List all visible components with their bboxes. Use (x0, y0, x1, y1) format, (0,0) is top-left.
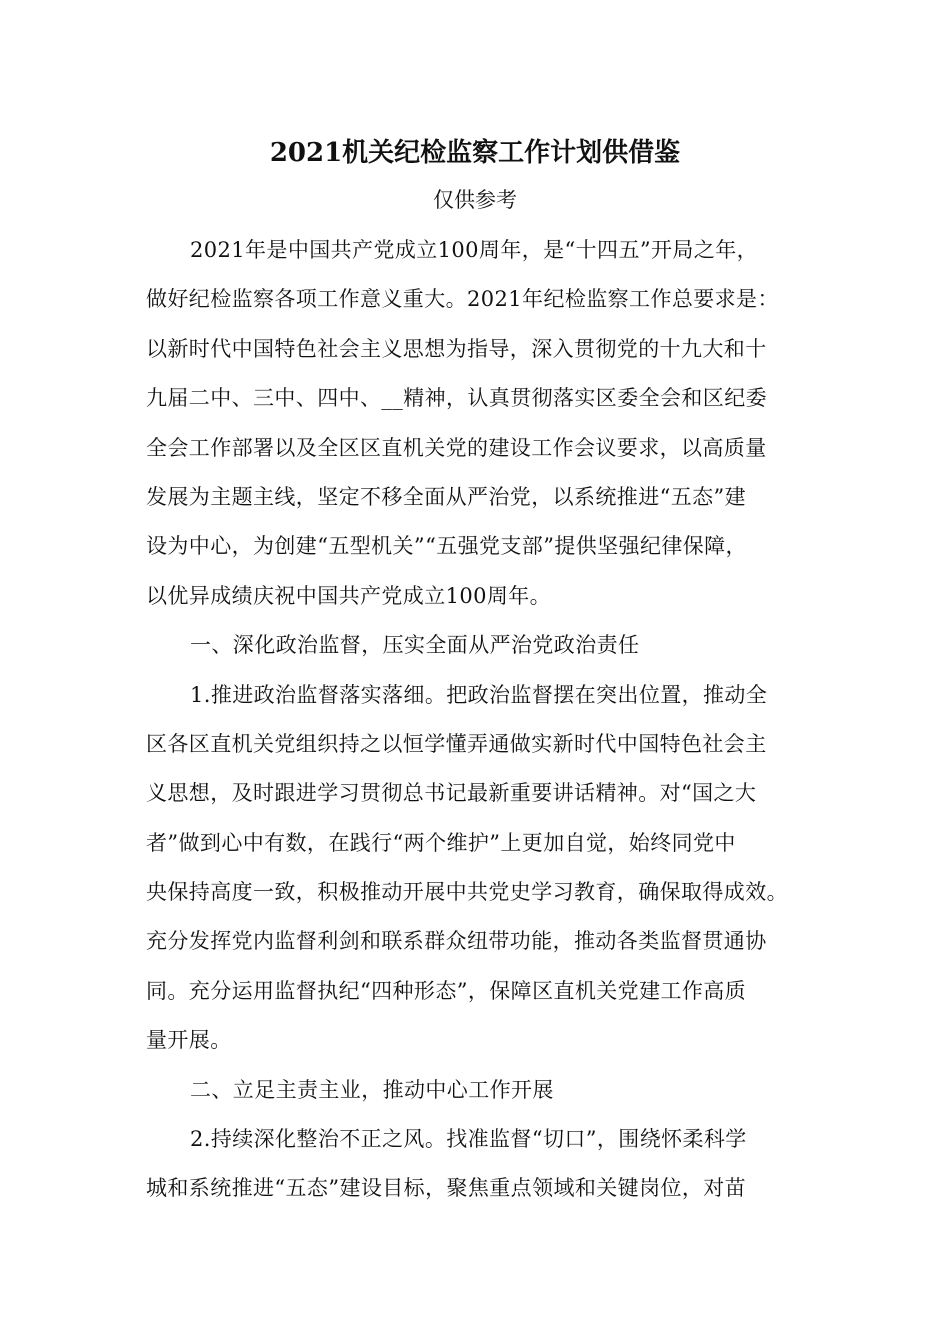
document-title: 2021机关纪检监察工作计划供借鉴 (269, 138, 681, 168)
text-line: 区各区直机关党组织持之以恒学懂弄通做实新时代中国特色社会主 (146, 731, 767, 756)
document-subtitle: 仅供参考 (433, 188, 517, 212)
text-line: 全会工作部署以及全区区直机关党的建设工作会议要求，以高质量 (146, 435, 767, 460)
text-line: 以新时代中国特色社会主义思想为指导，深入贯彻党的十九大和十 (146, 336, 767, 361)
document-body (146, 232, 816, 1220)
text-line: 者”做到心中有数，在践行“两个维护”上更加自觉，始终同党中 (146, 830, 736, 855)
text-line: 设为中心，为创建“五型机关”“五强党支部”提供坚强纪律保障， (146, 534, 747, 559)
text-line: 同。充分运用监督执纪“四种形态”，保障区直机关党建工作高质 (146, 978, 747, 1003)
text-line: 2021年是中国共产党成立100周年，是“十四五”开局之年， (190, 238, 758, 262)
text-line: 做好纪检监察各项工作意义重大。2021年纪检监察工作总要求是： (146, 287, 779, 312)
text-line: 央保持高度一致，积极推动开展中共党史学习教育，确保取得成效。 (146, 880, 788, 905)
text-line: 充分发挥党内监督利剑和联系群众纽带功能，推动各类监督贯通协 (146, 929, 767, 954)
text-line: 量开展。 (146, 1028, 232, 1053)
text-line: 以优异成绩庆祝中国共产党成立100周年。 (146, 583, 552, 608)
text-line: 义思想，及时跟进学习贯彻总书记最新重要讲话精神。对“国之大 (146, 781, 757, 806)
text-line: 1.推进政治监督落实落细。把政治监督摆在突出位置，推动全 (190, 682, 768, 707)
text-line: 二、立足主责主业，推动中心工作开展 (190, 1077, 554, 1102)
text-line: 一、深化政治监督，压实全面从严治党政治责任 (190, 633, 640, 658)
text-line: 2.持续深化整治不正之风。找准监督“切口”，围绕怀柔科学 (190, 1127, 747, 1152)
text-line: 发展为主题主线，坚定不移全面从严治党，以系统推进“五态”建 (146, 484, 747, 509)
text-line: 九届二中、三中、四中、__精神，认真贯彻落实区委全会和区纪委 (146, 386, 767, 411)
text-line: 城和系统推进“五态”建设目标，聚焦重点领域和关键岗位，对苗 (146, 1176, 747, 1201)
